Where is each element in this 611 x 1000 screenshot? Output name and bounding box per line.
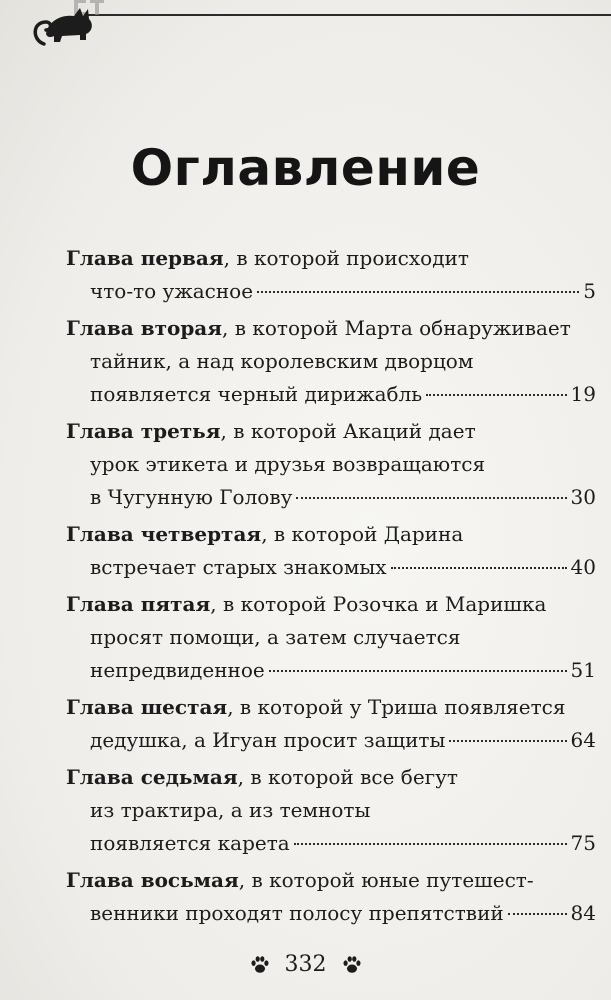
toc-page-number: 30 (570, 485, 596, 509)
chapter-description: , в которой Марта обнаруживает (222, 316, 571, 340)
toc-page-number: 40 (570, 555, 596, 579)
toc-entry-line (66, 448, 596, 481)
table-of-contents (66, 242, 596, 934)
toc-entry-line (66, 275, 596, 308)
toc-entry-line (66, 621, 596, 654)
header-rule (85, 14, 611, 16)
chapter-description: , в которой юные путешест- (238, 868, 534, 892)
page-title: Оглавление (130, 139, 481, 197)
chapter-description: появляется карета (90, 831, 290, 855)
toc-entry-line (66, 654, 596, 687)
chapter-name: Глава третья (66, 419, 221, 443)
chapter-description: непредвиденное (90, 658, 265, 682)
toc-entry (66, 691, 596, 757)
toc-entry-line (66, 345, 596, 378)
chapter-description: что-то ужасное (90, 279, 254, 303)
chapter-description: , в которой у Триша появляется (227, 695, 566, 719)
toc-entry (66, 518, 596, 584)
toc-entry-line (66, 864, 596, 897)
toc-entry-line (66, 897, 596, 930)
toc-page-number: 84 (570, 901, 596, 925)
toc-page-number: 19 (570, 382, 596, 406)
chapter-name: Глава восьмая (66, 868, 239, 892)
toc-entry-line (66, 415, 596, 448)
toc-entry (66, 312, 596, 411)
toc-entry-line (66, 378, 596, 411)
leader-dots (391, 567, 567, 569)
toc-page-number: 75 (570, 831, 596, 855)
chapter-description: урок этикета и друзья возвращаются (90, 452, 486, 476)
leader-dots (426, 394, 566, 396)
paw-print-icon (341, 954, 363, 976)
chapter-name: Глава первая (66, 246, 224, 270)
toc-entry-line (66, 794, 596, 827)
chapter-description: венники проходят полосу препятствий (90, 901, 504, 925)
chapter-name: Глава четвертая (66, 522, 262, 546)
chapter-description: встречает старых знакомых (90, 555, 387, 579)
toc-entry-line (66, 588, 596, 621)
chapter-description: появляется черный дирижабль (90, 382, 423, 406)
toc-page-number: 51 (570, 658, 596, 682)
chapter-name: Глава пятая (66, 592, 211, 616)
toc-entry-line (66, 312, 596, 345)
toc-entry-line (66, 518, 596, 551)
page-number: 332 (284, 952, 327, 977)
toc-entry-line (66, 827, 596, 860)
paw-print-icon (249, 954, 271, 976)
chapter-description: тайник, а над королевским дворцом (90, 349, 474, 373)
chapter-description: , в которой все бегут (237, 765, 458, 789)
chapter-description: из трактира, а из темноты (90, 798, 371, 822)
toc-entry (66, 242, 596, 308)
leader-dots (449, 740, 566, 742)
toc-page-number: 64 (570, 728, 596, 752)
page-footer (0, 952, 611, 977)
chapter-description: , в которой Розочка и Маришка (210, 592, 547, 616)
chapter-name: Глава шестая (66, 695, 228, 719)
toc-entry-line (66, 242, 596, 275)
toc-entry-line (66, 481, 596, 514)
cat-silhouette-icon (30, 0, 108, 52)
chapter-description: , в которой происходит (223, 246, 469, 270)
leader-dots (296, 497, 566, 499)
toc-entry (66, 864, 596, 930)
leader-dots (257, 291, 579, 293)
chapter-description: , в которой Дарина (261, 522, 464, 546)
toc-entry-line (66, 761, 596, 794)
leader-dots (508, 913, 567, 915)
toc-entry (66, 761, 596, 860)
toc-entry-line (66, 551, 596, 584)
leader-dots (269, 670, 567, 672)
chapter-description: дедушка, а Игуан просит защиты (90, 728, 446, 752)
leader-dots (294, 843, 567, 845)
toc-entry (66, 588, 596, 687)
toc-entry-line (66, 724, 596, 757)
chapter-description: в Чугунную Голову (90, 485, 293, 509)
chapter-description: просят помощи, а затем случается (90, 625, 461, 649)
chapter-description: , в которой Акаций дает (220, 419, 476, 443)
toc-page-number: 5 (583, 279, 596, 303)
chapter-name: Глава седьмая (66, 765, 238, 789)
toc-entry-line (66, 691, 596, 724)
toc-entry (66, 415, 596, 514)
chapter-name: Глава вторая (66, 316, 223, 340)
